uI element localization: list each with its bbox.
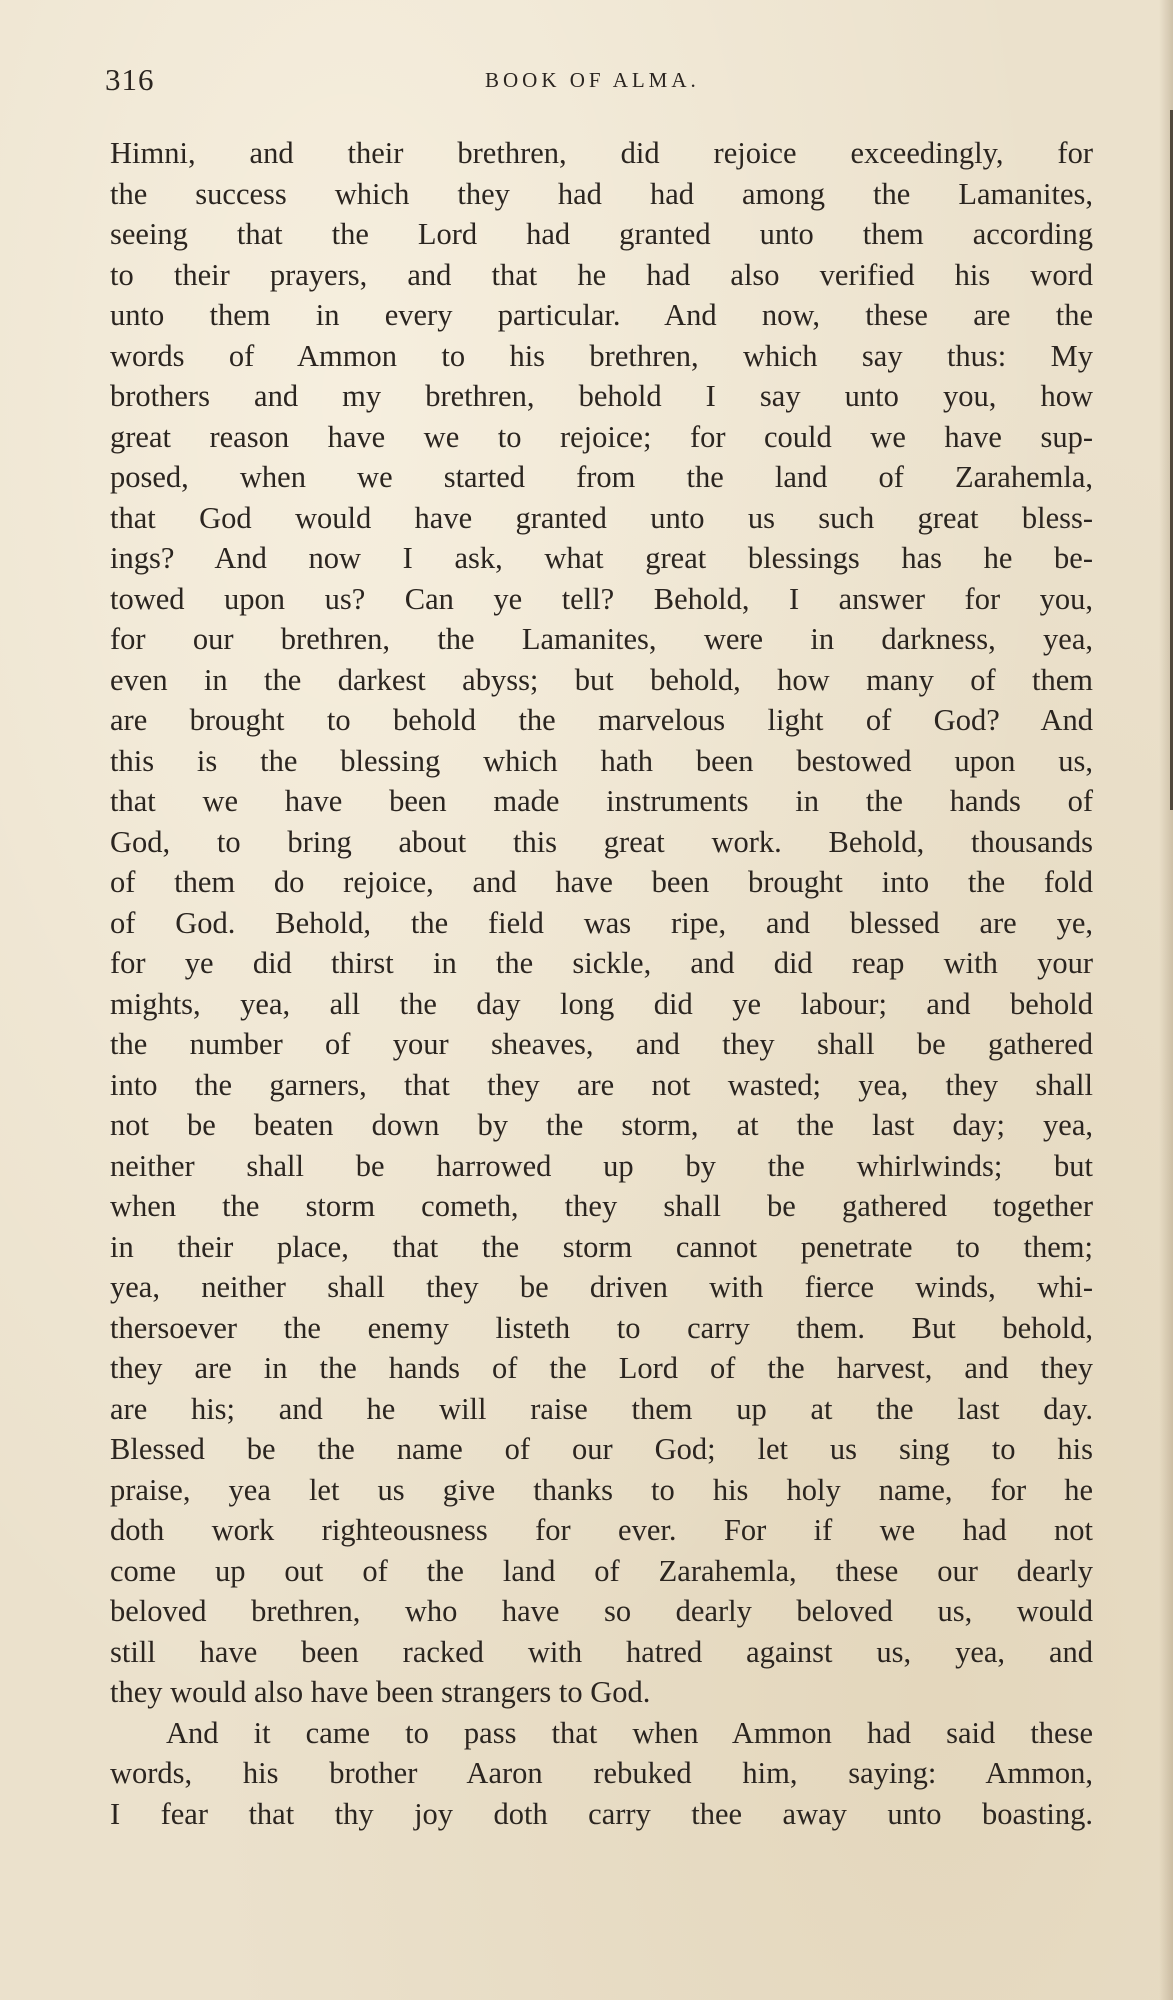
text-line: for our brethren, the Lamanites, were in darkness, yea, [110,622,1093,656]
text-line: even in the darkest abyss; but behold, how many of them [110,662,1093,697]
text-line: of God. Behold, the field was ripe, and blessed are ye, [110,905,1093,940]
text-line: towed upon us? Can ye tell? Behold, I answer for you, [110,581,1093,616]
text-line: great reason have we to rejoice; for could we have sup- [110,419,1093,454]
text-line: come up out of the land of Zarahemla, these our dearly [110,1553,1093,1588]
text-line: not be beaten down by the storm, at the last day; yea, [110,1108,1093,1142]
text-line: into the garners, that they are not wasted; yea, they shall [110,1067,1093,1102]
text-line: Blessed be the name of our God; let us sing to his [110,1432,1093,1466]
text-line: doth work righteousness for ever. For if we had not [110,1513,1093,1547]
text-line: I fear that thy joy doth carry thee away unto boasting. [110,1796,1093,1831]
text-line: beloved brethren, who have so dearly beloved us, would [110,1594,1093,1628]
text-line: God, to bring about this great work. Behold, thousands [110,824,1093,859]
text-line: posed, when we started from the land of Zarahemla, [110,460,1093,494]
text-line: mights, yea, all the day long did ye labour; and behold [110,986,1093,1021]
text-line: yea, neither shall they be driven with fierce winds, whi- [110,1270,1093,1304]
text-line: when the storm cometh, they shall be gathered together [110,1189,1093,1223]
text-line: this is the blessing which hath been bestowed upon us, [110,743,1093,778]
text-line: seeing that the Lord had granted unto them according [110,217,1093,251]
text-line: neither shall be harrowed up by the whirlwinds; but [110,1148,1093,1183]
text-line: brothers and my brethren, behold I say unto you, how [110,379,1093,413]
text-line: ings? And now I ask, what great blessings has he be- [110,541,1093,575]
text-line: praise, yea let us give thanks to his holy name, for he [110,1472,1093,1507]
running-head [105,62,1085,102]
text-line: that God would have granted unto us such great bless- [110,500,1093,535]
running-title: BOOK OF ALMA. [485,68,700,92]
text-line: words, his brother Aaron rebuked him, saying: Ammon, [110,1756,1093,1790]
text-line: are brought to behold the marvelous light of God? And [110,703,1093,737]
text-line: they are in the hands of the Lord of the harvest, and they [110,1351,1093,1385]
text-line: in their place, that the storm cannot penetrate to them; [110,1229,1093,1264]
text-line: words of Ammon to his brethren, which say thus: My [110,338,1093,373]
text-line: they would also have been strangers to God. [110,1675,651,1709]
text-line: Himni, and their brethren, did rejoice exceedingly, for [110,136,1093,170]
page-number: 316 [105,62,155,97]
text-line: of them do rejoice, and have been brought into the fold [110,865,1093,899]
text-line: thersoever the enemy listeth to carry them. But behold, [110,1310,1093,1345]
text-line: the success which they had had among the Lamanites, [110,176,1093,211]
text-line: the number of your sheaves, and they shall be gathered [110,1027,1093,1061]
text-line: to their prayers, and that he had also verified his word [110,257,1093,292]
text-line: are his; and he will raise them up at the last day. [110,1391,1093,1426]
text-line: still have been racked with hatred against us, yea, and [110,1634,1093,1669]
paragraph-start-line: And it came to pass that when Ammon had said these [166,1715,1093,1750]
text-line: that we have been made instruments in the hands of [110,784,1093,818]
body-text [110,133,1093,1834]
text-line: for ye did thirst in the sickle, and did reap with your [110,946,1093,980]
text-line: unto them in every particular. And now, these are the [110,298,1093,332]
